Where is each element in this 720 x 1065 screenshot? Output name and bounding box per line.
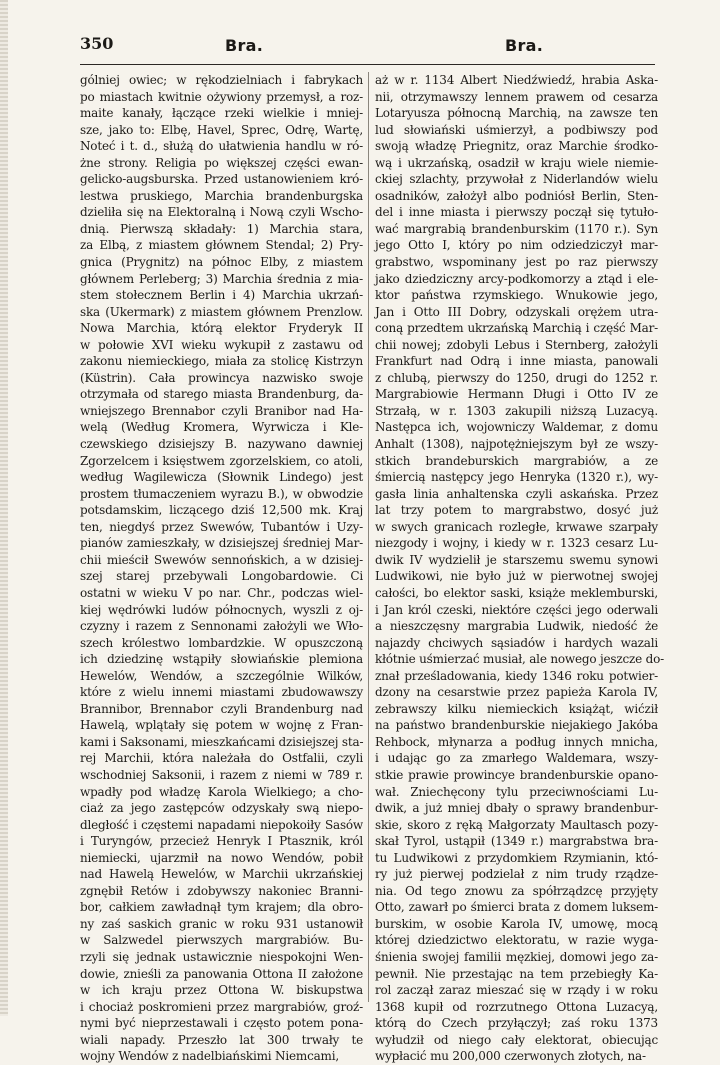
- text-line: rej Marchii, która należała do Ostfalii, czyli: [80, 751, 363, 766]
- text-line: nad Hawelą Hewelów, w Marchii ukrzańskiej: [80, 867, 363, 882]
- text-line: Zgorzelcem i księstwem zgorzelskiem, co atoli,: [80, 453, 363, 468]
- text-line: czewskiego dzisiejszy B. nazywano dawniej: [80, 437, 363, 452]
- text-line: śmiercią następcy jego Henryka (1320 r.), wy-: [375, 470, 658, 485]
- text-line: za Elbą, z miastem głównem Stendal; 2) Pry-: [80, 238, 363, 253]
- text-line: wą i ukrzańską, osadził w kraju wiele niemie-: [375, 155, 658, 170]
- text-line: tu Ludwikowi z przydomkiem Rzymianin, któ-: [375, 850, 658, 865]
- text-line: Hawelą, wplątały się potem w wojnę z Fran-: [80, 718, 363, 733]
- text-line: po miastach kwitnie ożywiony przemysł, a roz-: [80, 89, 363, 104]
- text-line: wpadły pod władzę Karola Wielkiego; a cho-: [80, 784, 363, 799]
- text-line: żne strony. Religia po większej części ewan-: [80, 155, 363, 170]
- text-line: ostatni w wieku V po nar. Chr., podczas wiel-: [80, 585, 363, 600]
- text-line: gólniej owiec; w rękodzielniach i fabrykach: [80, 73, 363, 87]
- text-line: kami i Saksonami, mieszkańcami dzisiejszej sta-: [80, 734, 364, 749]
- text-line: aż w r. 1134 Albert Niedźwiedź, hrabia Aska-: [375, 73, 658, 87]
- text-line: ktor państwa rzymskiego. Wnukowie jego,: [375, 288, 658, 303]
- text-line: znał prześladowania, kiedy 1346 roku potwier-: [375, 668, 658, 683]
- text-line: ckiej szlachty, przywołał z Niderlandów wielu: [375, 172, 658, 187]
- text-line: sze, jako to: Elbę, Havel, Sprec, Odrę, Wartę,: [80, 122, 363, 137]
- text-line: (Küstrin). Cała prowincya nazwisko swoje: [80, 370, 363, 385]
- text-line: dnią. Pierwszą składały: 1) Marchia stara,: [80, 221, 363, 236]
- text-line: Hewelów, Wendów, a szczególnie Wilków,: [80, 668, 363, 683]
- text-line: z chlubą, pierwszy do 1250, drugi do 1252 r.: [375, 370, 658, 385]
- text-line: otrzymała od starego miasta Brandenburg, da-: [80, 387, 363, 402]
- text-line: które z wielu innemi miastami zbudowawszy: [80, 685, 363, 700]
- text-line: Brannibor, Brennabor czyli Brandenburg nad: [80, 701, 363, 716]
- text-line: Strzałą, w r. 1303 zakupili niższą Luzacyą.: [375, 403, 658, 418]
- text-line: ten, niegdyś przez Swewów, Tubantów i Uzy-: [80, 519, 363, 534]
- text-line: na państwo brandenburskie niejakiego Jakóba: [375, 718, 658, 733]
- text-line: wniejszego Brennabor czyli Branibor nad Ha-: [80, 403, 363, 418]
- text-line: wojny Wendów z nadelbiańskimi Niemcami,: [80, 1049, 339, 1064]
- text-line: stem stołecznem Berlin i 4) Marchia ukrzań-: [80, 288, 363, 303]
- text-line: zakonu niemieckiego, miała za stolicę Kistrzyn: [80, 354, 363, 369]
- text-line: wschodniej Saksonii, i razem z niemi w 789 r.: [80, 767, 363, 782]
- text-line: nymi być nieprzestawali i często potem pona-: [80, 1016, 363, 1031]
- text-line: coną przedtem ukrzańską Marchią i część Mar-: [375, 321, 658, 336]
- text-line: lat trzy potem to margrabstwo, dosyć już: [375, 503, 658, 518]
- header-rule: [80, 64, 655, 65]
- text-line: zebrawszy kilku niemieckich książąt, wićził: [375, 701, 658, 716]
- text-line: prostem tłumaczeniem wyrazu B.), w obwodzie: [80, 486, 363, 501]
- text-line: skał Tyrol, ustąpił (1349 r.) margrabstwa bra-: [375, 834, 658, 849]
- text-line: niemiecki, ujarzmił na nowo Wendów, pobił: [80, 850, 363, 865]
- text-line: Rehbock, młynarza a podług innych mnicha,: [375, 734, 658, 749]
- text-line: ry już pierwej podzielał z nim trudy rządze-: [375, 867, 658, 882]
- text-line: Anhalt (1308), najpotężniejszym był ze wszy-: [375, 437, 658, 452]
- text-line: ny zaś saskich granic w roku 931 ustanowił: [80, 916, 363, 931]
- text-line: zgnębił Retów i zdobywszy nakoniec Branni-: [80, 883, 363, 898]
- text-line: del i inne miasta i pierwszy począł się tytuło-: [375, 205, 658, 220]
- running-head-left: Bra.: [225, 36, 264, 55]
- text-line: według Wagilewicza (Słownik Lindego) jest: [80, 470, 363, 485]
- column-divider: [368, 72, 369, 1002]
- text-line: dzony na cesarstwie przez papieża Karola IV,: [375, 685, 658, 700]
- text-line: nia. Od tego znowu za spółrządzcę przyjęty: [375, 883, 658, 898]
- text-line: którą do Czech przyłączył; zaś roku 1373: [375, 1016, 658, 1031]
- text-line: najazdy chciwych sąsiadów i hardych wazali: [375, 635, 658, 650]
- text-line: i Turyngów, przecież Henryk I Ptasznik, król: [80, 834, 363, 849]
- text-line: stkie prawie prowincye brandenburskie opano-: [375, 767, 658, 782]
- text-line: w swych granicach rozległe, krwawe szarpały: [375, 519, 658, 534]
- text-line: grabstwo, wspominany jest po raz pierwszy: [375, 255, 658, 270]
- text-line: czyzny i razem z Sennonami założyli we Wło-: [80, 619, 363, 634]
- text-line: Noteć i t. d., służą do ułatwienia handlu w ró-: [80, 139, 363, 154]
- text-line: całości, bo elektor saski, książe meklemburski,: [375, 585, 658, 600]
- text-line: Nowa Marchia, którą elektor Fryderyk II: [80, 321, 363, 336]
- text-line: skie, skoro z ręką Małgorzaty Maultasch pozy-: [375, 817, 658, 832]
- text-line: lud słowiański uśmierzył, a podbiwszy pod: [375, 122, 658, 137]
- text-line: i Jan król czeski, niektóre części jego oderwali: [375, 602, 658, 617]
- text-line: Następca ich, wojowniczy Waldemar, z domu: [375, 420, 658, 435]
- text-line: dzieliła się na Elektoralną i Nową czyli Wscho-: [80, 205, 363, 220]
- text-line: swoją władzę Priegnitz, oraz Marchie środko-: [375, 139, 658, 154]
- text-line: gelicko-augsburska. Przed ustanowieniem kró-: [80, 172, 363, 187]
- text-line: Frankfurt nad Odrą i inne miasta, panowali: [375, 354, 658, 369]
- text-line: chii nowej; zdobyli Lebus i Sternberg, założyli: [375, 337, 658, 352]
- text-line: osadników, założył albo podniósł Berlin, Sten-: [375, 188, 658, 203]
- text-line: pewnił. Nie przestając na tem przebiegły Ka-: [375, 966, 658, 981]
- text-line: wał. Zniechęcony tylu przeciwnościami Lu-: [375, 784, 658, 799]
- text-line: niezgody i wojny, i kiedy w r. 1323 cesarz Lu-: [375, 536, 658, 551]
- text-line: kłótnie uśmierzać musiał, ale nowego jeszcze do-: [375, 652, 664, 667]
- text-line: i chociaż poskromieni przez margrabiów, groź-: [80, 999, 363, 1014]
- text-line: głównem Perleberg; 3) Marchia średnia z mia-: [80, 271, 363, 286]
- text-line: chii mieścił Swewów sennońskich, a w dzisiej-: [80, 552, 363, 567]
- text-line: ich dziedzinę wstąpiły słowiańskie plemiona: [80, 652, 363, 667]
- text-line: Margrabiowie Hermann Długi i Otto IV ze: [375, 387, 658, 402]
- text-line: lestwa pruskiego, Marchia brandenburgska: [80, 188, 363, 203]
- text-line: w Salzwedel pierwszych margrabiów. Bu-: [80, 933, 363, 948]
- text-line: Jan i Otto III Dobry, odzyskali orężem utra-: [375, 304, 658, 319]
- text-line: dległość i częstemi napadami niepokoiły Sasów: [80, 817, 363, 832]
- text-line: wypłacić mu 200,000 czerwonych złotych, na-: [375, 1049, 646, 1064]
- text-line: burskim, w osobie Karola IV, umowę, mocą: [375, 916, 658, 931]
- text-line: Ludwikowi, nie było już w pierwotnej swojej: [375, 569, 658, 584]
- text-line: ska (Ukermark) z miastem głównem Prenzlow.: [80, 304, 363, 319]
- text-line: w ich kraju przez Ottona W. biskupstwa: [80, 983, 363, 998]
- text-line: gasła linia anhaltenska czyli askańska. Przez: [375, 486, 658, 501]
- text-line: rzyli się jednak ustawicznie niespokojni Wen-: [80, 949, 363, 964]
- text-line: wyłudził od niego cały elektorat, obiecując: [375, 1032, 658, 1047]
- running-head-right: Bra.: [505, 36, 544, 55]
- text-line: bor, całkiem zawładnął tym krajem; dla obro-: [80, 900, 363, 915]
- text-line: dwik, a już mniej dbały o sprawy brandenbur-: [375, 801, 658, 816]
- text-line: dwik IV wydzielił je starszemu swemu synowi: [375, 552, 658, 567]
- text-line: wiali napady. Przeszło lat 300 trwały te: [80, 1032, 363, 1047]
- text-line: pianów zamieszkały, w dzisiejszej średniej Mar-: [80, 536, 363, 551]
- text-line: śnienia swojej familii męzkiej, domowi jego za-: [375, 949, 658, 964]
- text-line: rol zaczął zaraz mieszać się w rządy i w roku: [375, 983, 658, 998]
- scan-binding-edge: [0, 0, 8, 1016]
- left-column: [80, 72, 364, 1064]
- text-line: szej starej przebywali Longobardowie. Ci: [80, 569, 363, 584]
- text-line: jego Otto I, który po nim odziedziczył mar-: [375, 238, 658, 253]
- text-line: welą (Według Kromera, Wyrwicza i Kle-: [80, 420, 363, 435]
- text-line: Lotaryusza północną Marchią, na zawsze ten: [375, 106, 658, 121]
- text-line: której dziedzictwo elektoratu, w razie wyga-: [375, 933, 658, 948]
- page-number: 350: [80, 34, 114, 53]
- text-line: w połowie XVI wieku wykupił z zastawu od: [80, 337, 363, 352]
- text-line: a nieszczęsny margrabia Ludwik, niedość że: [375, 619, 658, 634]
- right-column: [375, 72, 664, 1064]
- text-line: maite kanały, łączące rzeki wielkie i mniej-: [80, 106, 363, 121]
- text-line: dowie, znieśli za panowania Ottona II założone: [80, 966, 363, 981]
- text-line: kiej wędrówki ludów północnych, wyszli z oj-: [80, 602, 363, 617]
- text-line: stkich brandeburskich margrabiów, a ze: [375, 453, 658, 468]
- text-line: i udając go za zmarłego Waldemara, wszy-: [375, 751, 658, 766]
- text-line: Otto, zawarł po śmierci brata z domem luksem-: [375, 900, 658, 915]
- text-line: gnica (Prygnitz) na północ Elby, z miastem: [80, 255, 363, 270]
- text-line: ciaż za jego zastępców odzyskały swą niepo-: [80, 801, 363, 816]
- text-line: 1368 kupił od rozrzutnego Ottona Luzacyą,: [375, 999, 658, 1014]
- text-line: nii, otrzymawszy lennem prawem od cesarza: [375, 89, 658, 104]
- text-line: jako dziedziczny arcy-podkomorzy a ztąd i ele-: [375, 271, 658, 286]
- text-line: szech królestwo lombardzkie. W opuszczoną: [80, 635, 363, 650]
- text-line: potsdamskim, liczącego dziś 12,500 mk. Kraj: [80, 503, 363, 518]
- text-line: wać margrabią brandenburskim (1170 r.). Syn: [375, 221, 658, 236]
